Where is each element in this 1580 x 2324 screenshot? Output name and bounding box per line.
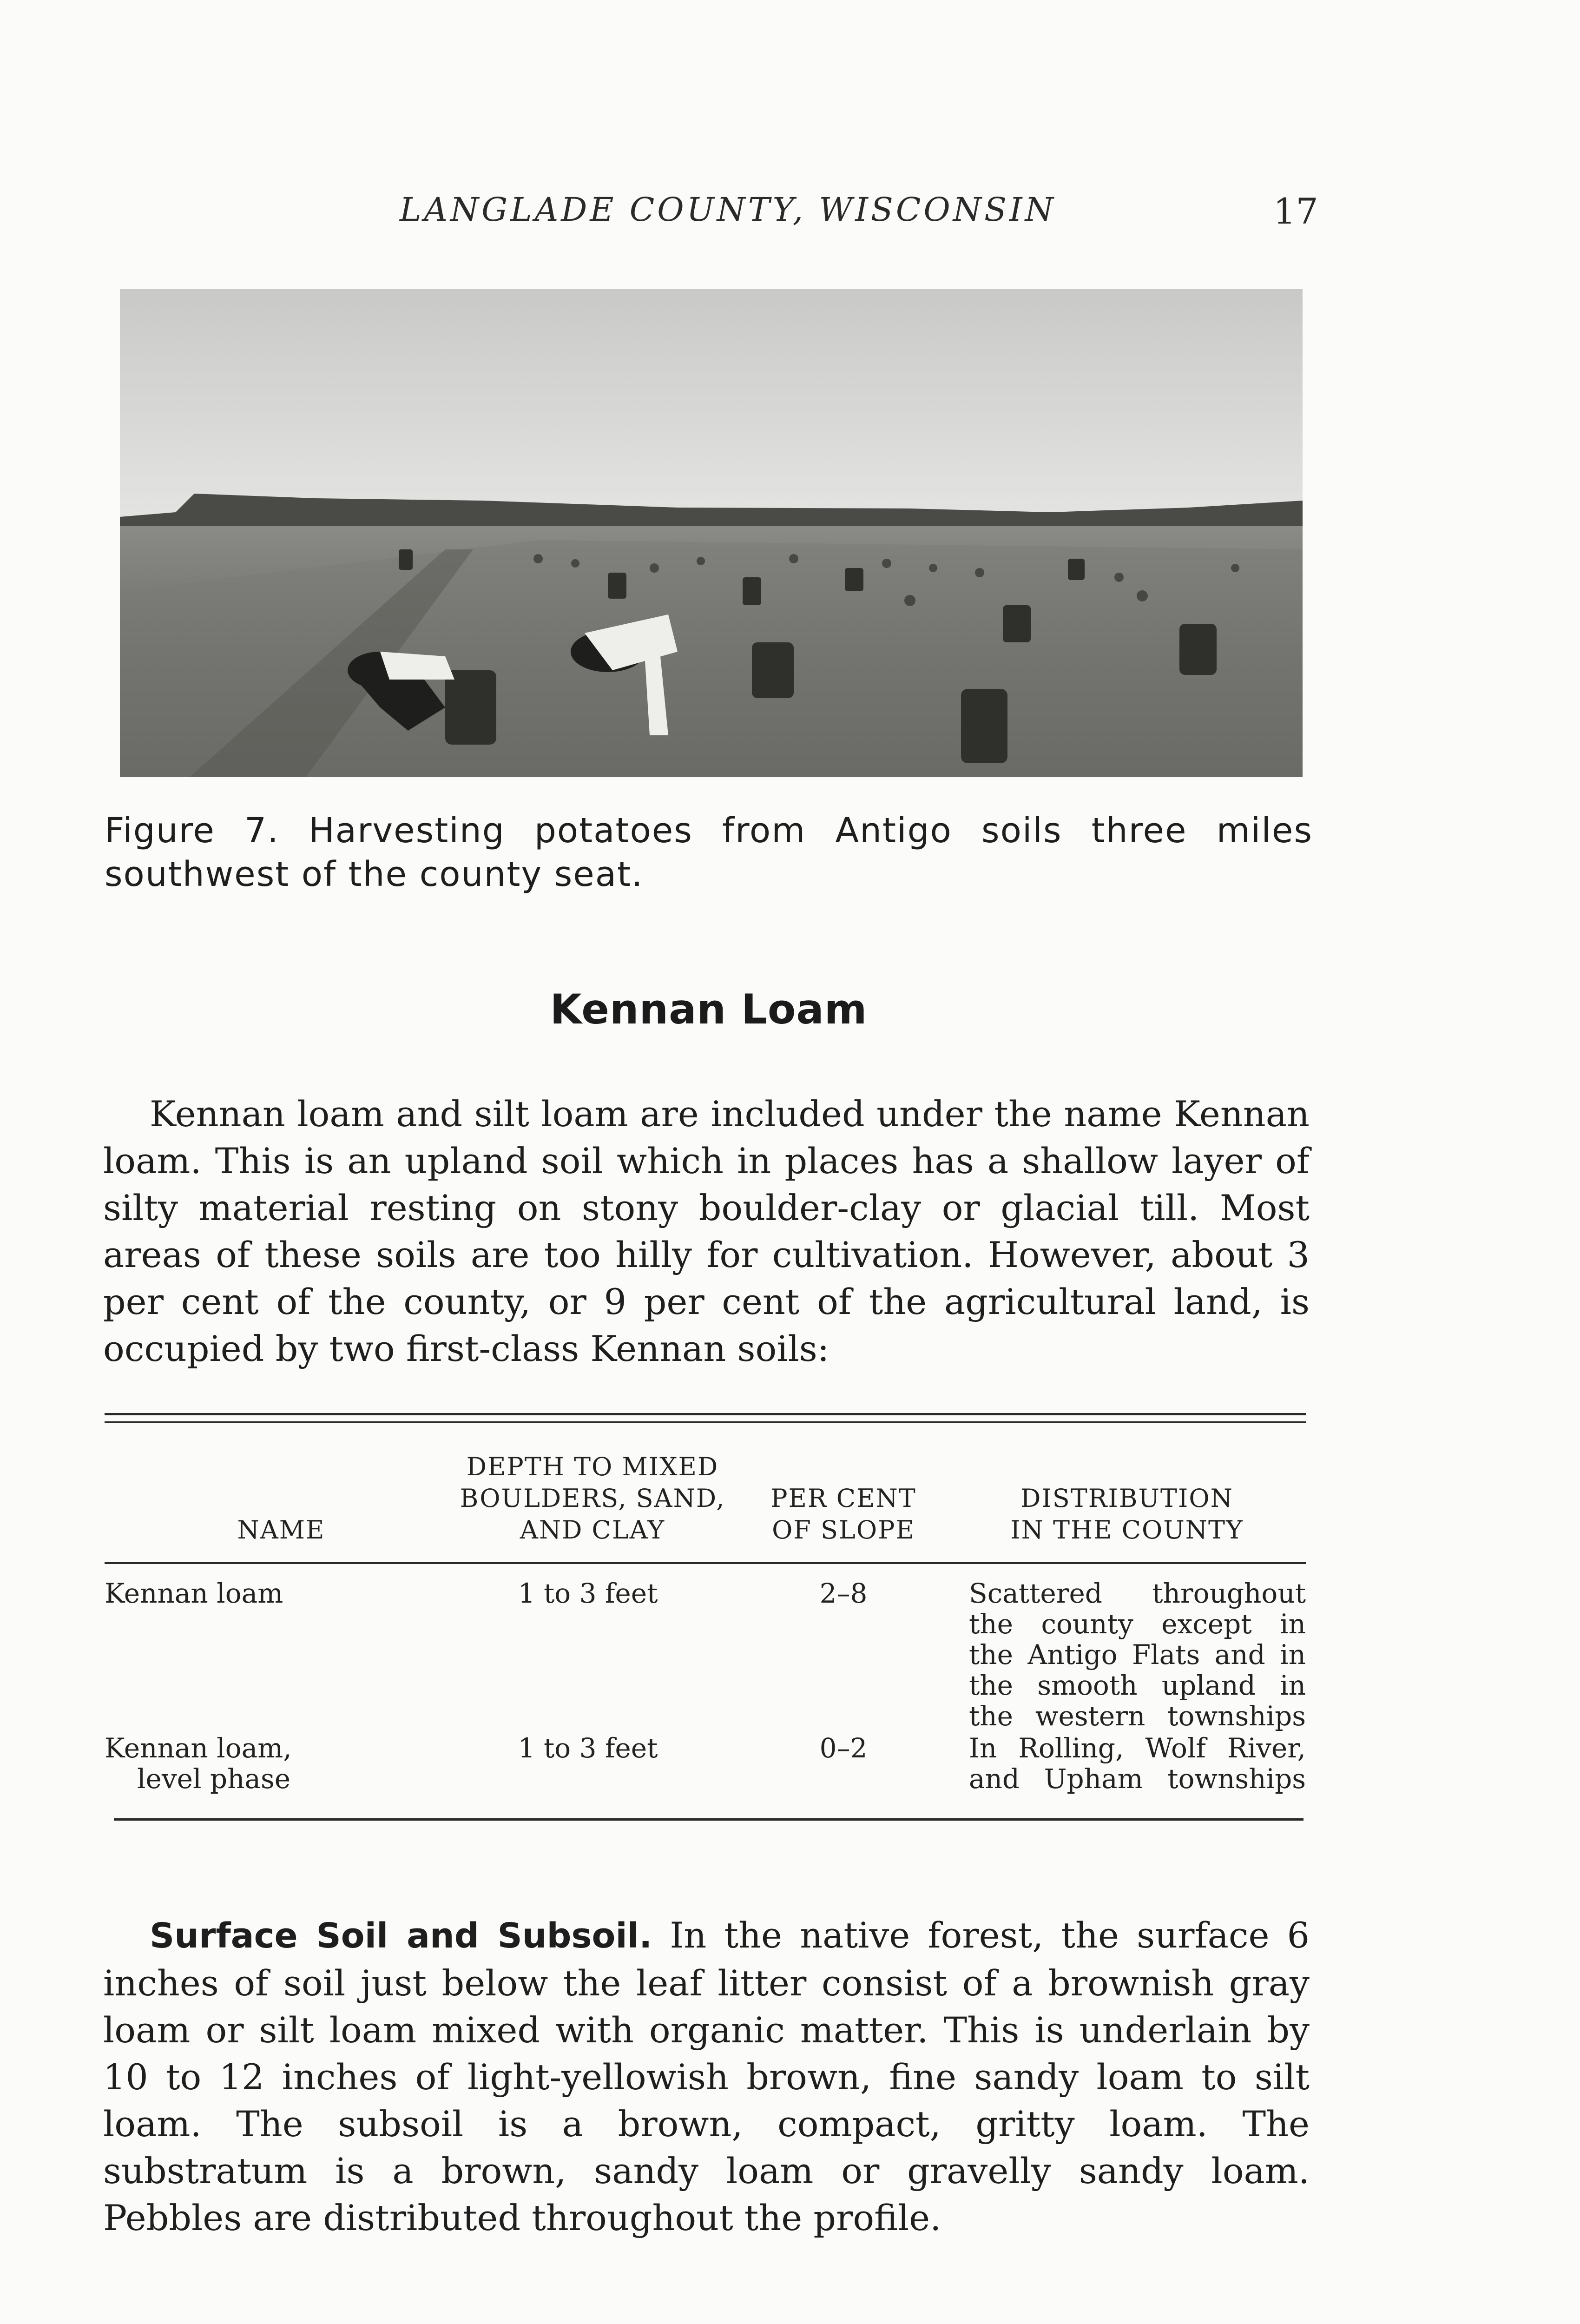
header-depth-line2: BOULDERS, SAND, [460, 1484, 725, 1513]
row2-dist-line: In Rolling, Wolf River, [969, 1732, 1306, 1764]
table-bottom-rule [114, 1818, 1304, 1821]
row2-dist-line: and Upham townships [969, 1763, 1306, 1795]
row1-dist-line: the smooth upland in [969, 1670, 1306, 1701]
row1-depth: 1 to 3 feet [518, 1578, 658, 1609]
subsection-text: In the native forest, the surface 6 inches of soil just below the leaf litter consist of a brownish gray loam or silt loam mixed with organic matter. This is underlain by 10 to 12 inches of light-yellowish brown, fine sandy loam to silt loam. The subsoil is a brown, compact, gritty loam. The substratum is a brown, sandy loam or gravelly sandy loam. Pebbles are distributed throughout the profile. [103, 1915, 1310, 2238]
row1-dist-line: Scattered throughout [969, 1578, 1306, 1609]
row1-dist-line: the county except in [969, 1608, 1306, 1640]
table-top-rule [105, 1413, 1306, 1415]
row1-dist-line: the western townships [969, 1700, 1306, 1732]
header-depth-line1: DEPTH TO MIXED [466, 1452, 719, 1481]
header-dist-line1: DISTRIBUTION [1020, 1484, 1233, 1513]
header-depth [430, 1451, 755, 1546]
potato-harvest-photo [120, 289, 1303, 777]
header-slope-line1: PER CENT [770, 1484, 916, 1513]
row2-name-line2: level phase [137, 1763, 291, 1795]
page-number: 17 [1273, 191, 1318, 232]
running-title: LANGLADE COUNTY, WISCONSIN [400, 191, 1056, 229]
row2-slope: 0–2 [819, 1732, 868, 1764]
surface-soil-paragraph [103, 1912, 1310, 2241]
header-dist-line2: IN THE COUNTY [1010, 1515, 1244, 1545]
header-slope [737, 1483, 950, 1546]
header-name: NAME [237, 1515, 325, 1545]
figure-caption: Figure 7. Harvesting potatoes from Antigo soils three miles southwest of the county seat. [105, 811, 1313, 894]
row2-name [105, 1733, 383, 1794]
header-depth-line3: AND CLAY [520, 1515, 665, 1545]
running-head [0, 191, 1580, 237]
header-slope-line2: OF SLOPE [772, 1515, 915, 1545]
row1-slope: 2–8 [819, 1578, 868, 1609]
subsection-heading: Surface Soil and Subsoil. [150, 1916, 652, 1956]
row1-name: Kennan loam [105, 1578, 283, 1609]
row2-name-line1: Kennan loam, [105, 1732, 292, 1764]
soil-table [105, 1413, 1306, 1831]
table-header-rule [105, 1562, 1306, 1564]
row2-depth: 1 to 3 feet [518, 1732, 658, 1764]
section-heading: Kennan Loam [550, 985, 868, 1033]
intro-paragraph: Kennan loam and silt loam are included under the name Kennan loam. This is an upland soil which in places has a shallow layer of silty material resting on stony boulder-clay or glacial till. Most areas of these soils are too hilly for cultivation. However, about 3 per cent of the county, or 9 per cent of the agricultural land, is occupied by two first-class Kennan soils: [103, 1093, 1310, 1369]
row1-dist-line: the Antigo Flats and in [969, 1639, 1306, 1670]
row2-distribution [969, 1733, 1306, 1794]
row1-distribution [969, 1578, 1306, 1731]
table-top-rule-2 [105, 1421, 1306, 1423]
header-distribution [950, 1483, 1304, 1546]
figure-photo [120, 289, 1303, 777]
